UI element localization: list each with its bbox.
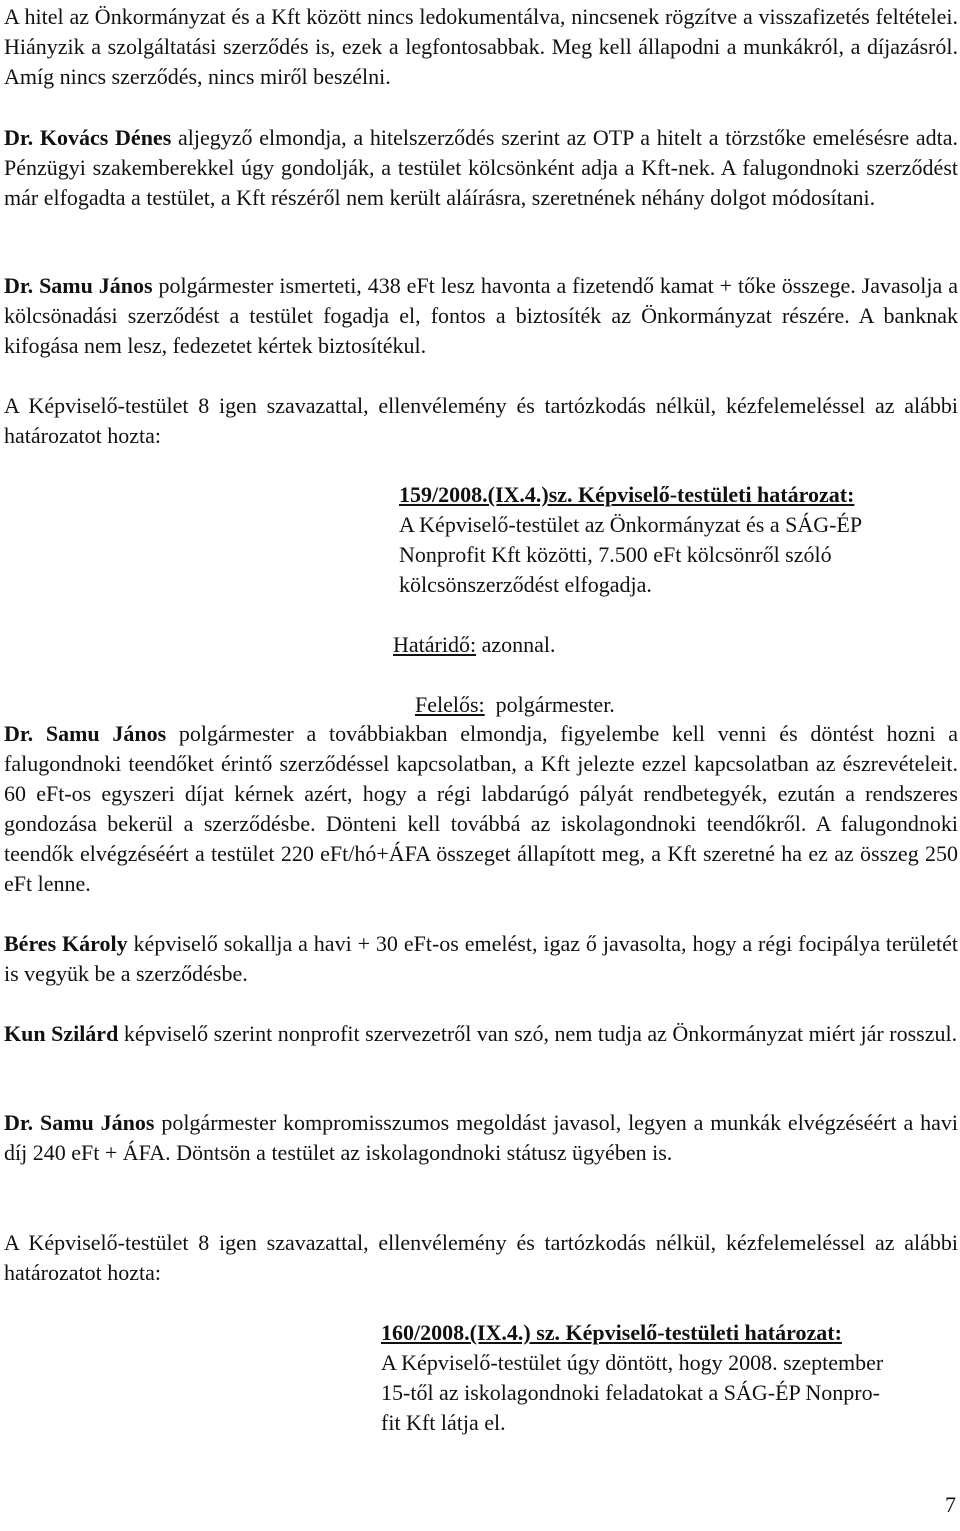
speaker-name: Kun Szilárd [4, 1021, 119, 1046]
paragraph-text: polgármester a továbbiakban elmondja, figyelembe kell venni és döntést hozni a falugondnoki teendőket érintő szerződéssel kapcsolatban, a Kft jelezte ezzel kapcsolatban az észrevételeit. 60 eFt-os egyszeri díjat kérnek azért, hogy a régi labdarúgó pályát rendbetegyék, ezután a rendszeres gondozása bekerül a szerződésbe. Dönteni kell továbbá az iskolagondnoki teendőkről. A falugondnoki teendők elvégzéséért a testület 220 eFt/hó+ÁFA összeget állapított meg, a Kft szeretné ha ez az összeg 250 eFt lenne. [4, 721, 958, 896]
resolution-line: A Képviselő-testület az Önkormányzat és a SÁG-ÉP [399, 512, 863, 537]
speaker-name: Dr. Kovács Dénes [4, 125, 172, 150]
resolution-159-deadline [393, 630, 556, 660]
paragraph-beres [4, 929, 958, 989]
resolution-line: A Képviselő-testület úgy döntött, hogy 2008. szeptember [381, 1350, 884, 1375]
paragraph-kun [4, 1019, 958, 1049]
resolution-line: Nonprofit Kft közötti, 7.500 eFt kölcsönről szóló [399, 542, 832, 567]
paragraph-text: képviselő szerint nonprofit szervezetről van szó, nem tudja az Önkormányzat miért jár rosszul. [118, 1021, 958, 1046]
speaker-name: Dr. Samu János [4, 1110, 155, 1135]
speaker-name: Béres Károly [4, 931, 128, 956]
responsible-value: polgármester. [484, 692, 615, 717]
paragraph-text: A Képviselő-testület 8 igen szavazattal, ellenvélemény és tartózkodás nélkül, kézfelemeléssel az alábbi határozatot hozta: [4, 1230, 958, 1285]
paragraph-text: képviselő sokallja a havi + 30 eFt-os emelést, igaz ő javasolta, hogy a régi focipálya területét is vegyük be a szerződésbe. [4, 931, 958, 986]
paragraph-samu-2 [4, 719, 958, 899]
paragraph-vote-2 [4, 1228, 958, 1288]
paragraph-text: polgármester ismerteti, 438 eFt lesz havonta a fizetendő kamat + tőke összege. Javasolja a kölcsönadási szerződést a testület fogadja el, fontos a biztosíték az Önkormányzat részére. A banknak kifogása nem lesz, fedezetet kértek biztosítékul. [4, 273, 958, 358]
paragraph-loan-status [4, 2, 958, 92]
paragraph-samu-3 [4, 1108, 958, 1168]
resolution-line: kölcsönszerződést elfogadja. [399, 572, 652, 597]
resolution-title: 160/2008.(IX.4.) sz. Képviselő-testületi határozat: [381, 1320, 842, 1345]
paragraph-text: aljegyző elmondja, a hitelszerződés szerint az OTP a hitelt a törzstőke emelésésre adta. Pénzügyi szakemberekkel úgy gondolják, a testület kölcsönként adja a Kft-nek. A falugondnoki szerződést már elfogadta a testület, a Kft részéről nem került aláírásra, szeretnének néhány dolgot módosítani. [4, 125, 958, 210]
resolution-line: fit Kft látja el. [381, 1410, 506, 1435]
resolution-159 [399, 480, 862, 600]
paragraph-text: A Képviselő-testület 8 igen szavazattal, ellenvélemény és tartózkodás nélkül, kézfelemeléssel az alábbi határozatot hozta: [4, 393, 958, 448]
responsible-label: Felelős: [415, 692, 485, 717]
paragraph-text: A hitel az Önkormányzat és a Kft között nincs ledokumentálva, nincsenek rögzítve a visszafizetés feltételei. Hiányzik a szolgáltatási szerződés is, ezek a legfontosabbak. Meg kell állapodni a munkákról, a díjazásról. Amíg nincs szerződés, nincs miről beszélni. [4, 4, 958, 89]
paragraph-kovacs [4, 123, 958, 213]
resolution-160 [381, 1318, 883, 1438]
page-number: 7 [945, 1492, 956, 1517]
resolution-line: 15-től az iskolagondnoki feladatokat a SÁG-ÉP Nonpro- [381, 1380, 880, 1405]
speaker-name: Dr. Samu János [4, 721, 167, 746]
paragraph-samu-1 [4, 271, 958, 361]
paragraph-text: polgármester kompromisszumos megoldást javasol, legyen a munkák elvégzéséért a havi díj 240 eFt + ÁFA. Döntsön a testület az iskolagondnoki státusz ügyében is. [4, 1110, 958, 1165]
resolution-title: 159/2008.(IX.4.)sz. Képviselő-testületi határozat: [399, 482, 855, 507]
deadline-value: azonnal. [476, 632, 556, 657]
deadline-label: Határidő: [393, 632, 477, 657]
paragraph-vote-1 [4, 391, 958, 451]
speaker-name: Dr. Samu János [4, 273, 153, 298]
